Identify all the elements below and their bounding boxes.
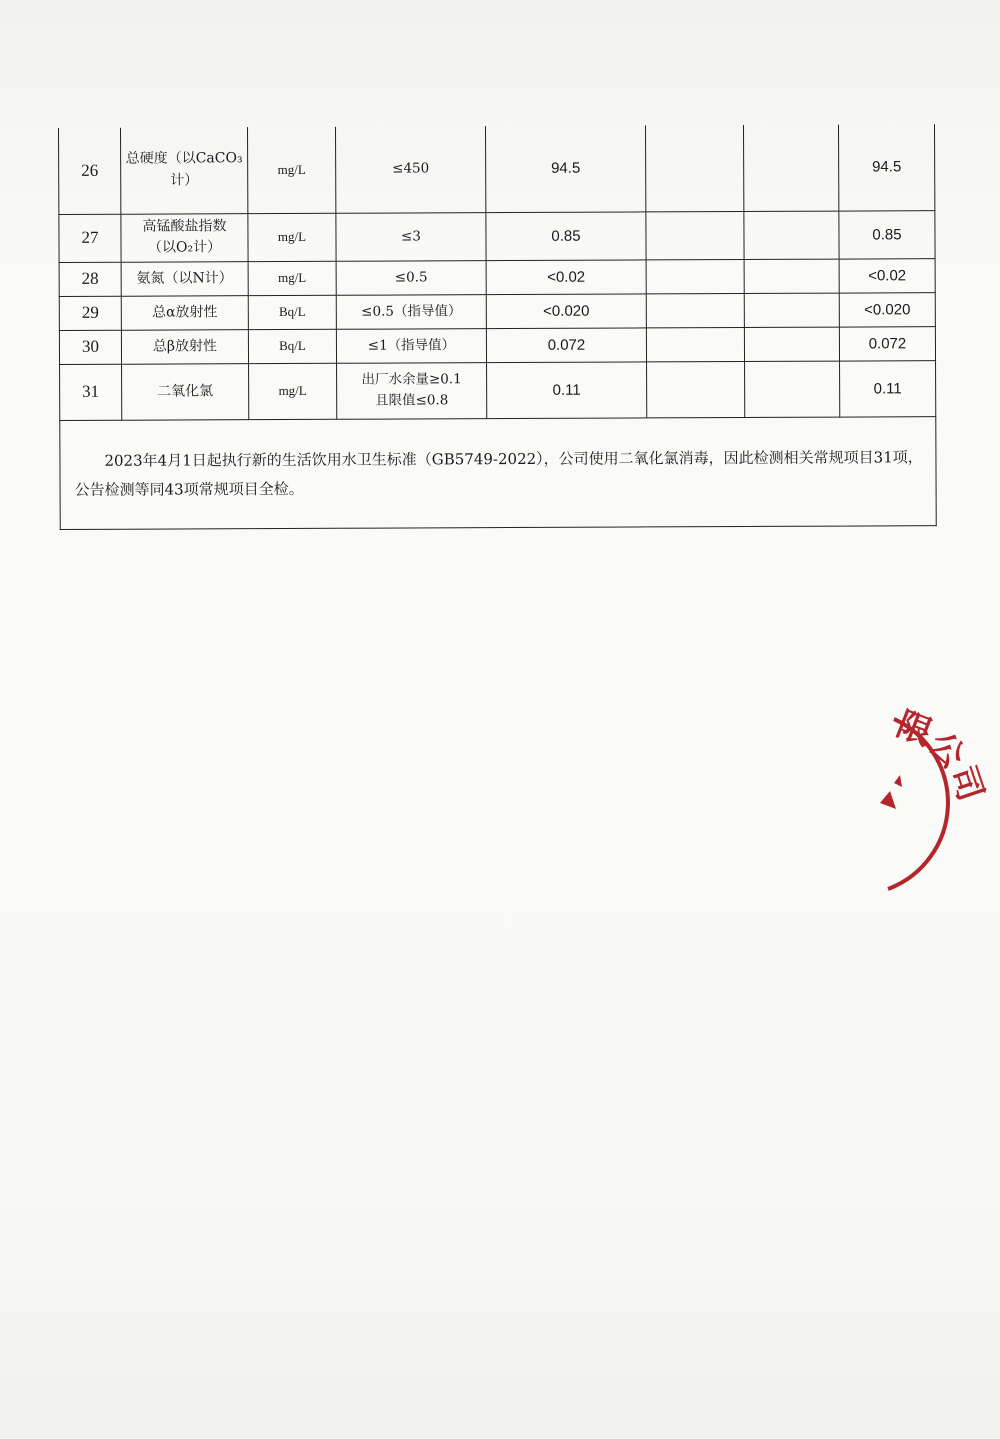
indicator-name	[121, 213, 248, 262]
limit-line: 出厂水余量≥0.1	[361, 371, 462, 389]
indicator-name	[120, 127, 247, 214]
water-quality-table	[58, 124, 937, 530]
seal-text-path: 限公司	[891, 705, 991, 807]
table-row	[58, 124, 934, 214]
result-cell: <0.02	[839, 259, 935, 293]
limit-cell: ≤1（指导值）	[336, 329, 486, 364]
indicator-name-line: （以O₂计）	[147, 239, 222, 256]
company-seal	[832, 705, 1000, 905]
table-row	[59, 327, 935, 365]
note-row	[60, 417, 936, 530]
limit-cell: ≤3	[336, 212, 486, 261]
table-row	[59, 293, 935, 331]
unit-cell: mg/L	[248, 213, 336, 262]
limit-cell	[337, 363, 487, 420]
unit-cell: mg/L	[249, 363, 337, 419]
seal-text	[891, 705, 991, 806]
result-cell: <0.020	[486, 294, 646, 329]
result-cell: 0.11	[487, 362, 647, 419]
indicator-name-line: 总硬度（以CaCO₃	[125, 150, 243, 167]
result-cell: 94.5	[485, 125, 645, 212]
result-cell: 0.072	[839, 327, 935, 361]
row-number: 30	[59, 330, 121, 364]
empty-cell	[744, 293, 839, 327]
indicator-name: 二氧化氯	[122, 364, 249, 421]
empty-cell	[743, 125, 838, 211]
row-number: 29	[59, 296, 121, 330]
empty-cell	[646, 293, 744, 327]
empty-cell	[646, 211, 744, 260]
row-number: 26	[58, 128, 120, 214]
result-cell: <0.02	[486, 260, 646, 295]
indicator-name: 氨氮（以N计）	[121, 262, 248, 297]
result-cell: 0.85	[486, 211, 646, 260]
row-number: 31	[60, 364, 122, 420]
empty-cell	[646, 327, 744, 361]
empty-cell	[744, 211, 839, 260]
unit-cell: mg/L	[248, 261, 336, 295]
indicator-name-line: 计）	[170, 172, 199, 189]
empty-cell	[745, 361, 840, 417]
unit-cell: mg/L	[247, 127, 335, 213]
seal-star-fragment	[880, 791, 896, 809]
seal-star-fragment	[894, 775, 902, 787]
empty-cell	[744, 259, 839, 293]
indicator-name-line: 高锰酸盐指数	[142, 217, 227, 235]
result-cell: 94.5	[838, 124, 934, 210]
table-row	[59, 259, 935, 297]
empty-cell	[646, 259, 744, 293]
result-cell: <0.020	[839, 293, 935, 327]
indicator-name: 总β放射性	[121, 330, 248, 365]
limit-cell: ≤0.5	[336, 261, 486, 296]
unit-cell: Bq/L	[248, 295, 336, 329]
empty-cell	[645, 125, 743, 211]
empty-cell	[744, 327, 839, 361]
indicator-name: 总α放射性	[121, 296, 248, 331]
table-row	[60, 361, 936, 421]
row-number: 27	[59, 214, 121, 263]
row-number: 28	[59, 262, 121, 296]
result-cell: 0.11	[840, 361, 936, 417]
limit-line: 且限值≤0.8	[375, 392, 449, 409]
empty-cell	[647, 361, 745, 417]
note-text: 2023年4月1日起执行新的生活饮用水卫生标准（GB5749-2022），公司使用二氧化氯消毒，因此检测相关常规项目31项，公告检测等同43项常规项目全检。	[60, 417, 936, 530]
unit-cell: Bq/L	[248, 329, 336, 363]
limit-cell: ≤450	[335, 126, 485, 213]
table-row	[59, 210, 935, 262]
limit-cell: ≤0.5（指导值）	[336, 295, 486, 330]
result-cell: 0.85	[839, 210, 935, 259]
result-cell: 0.072	[486, 328, 646, 363]
